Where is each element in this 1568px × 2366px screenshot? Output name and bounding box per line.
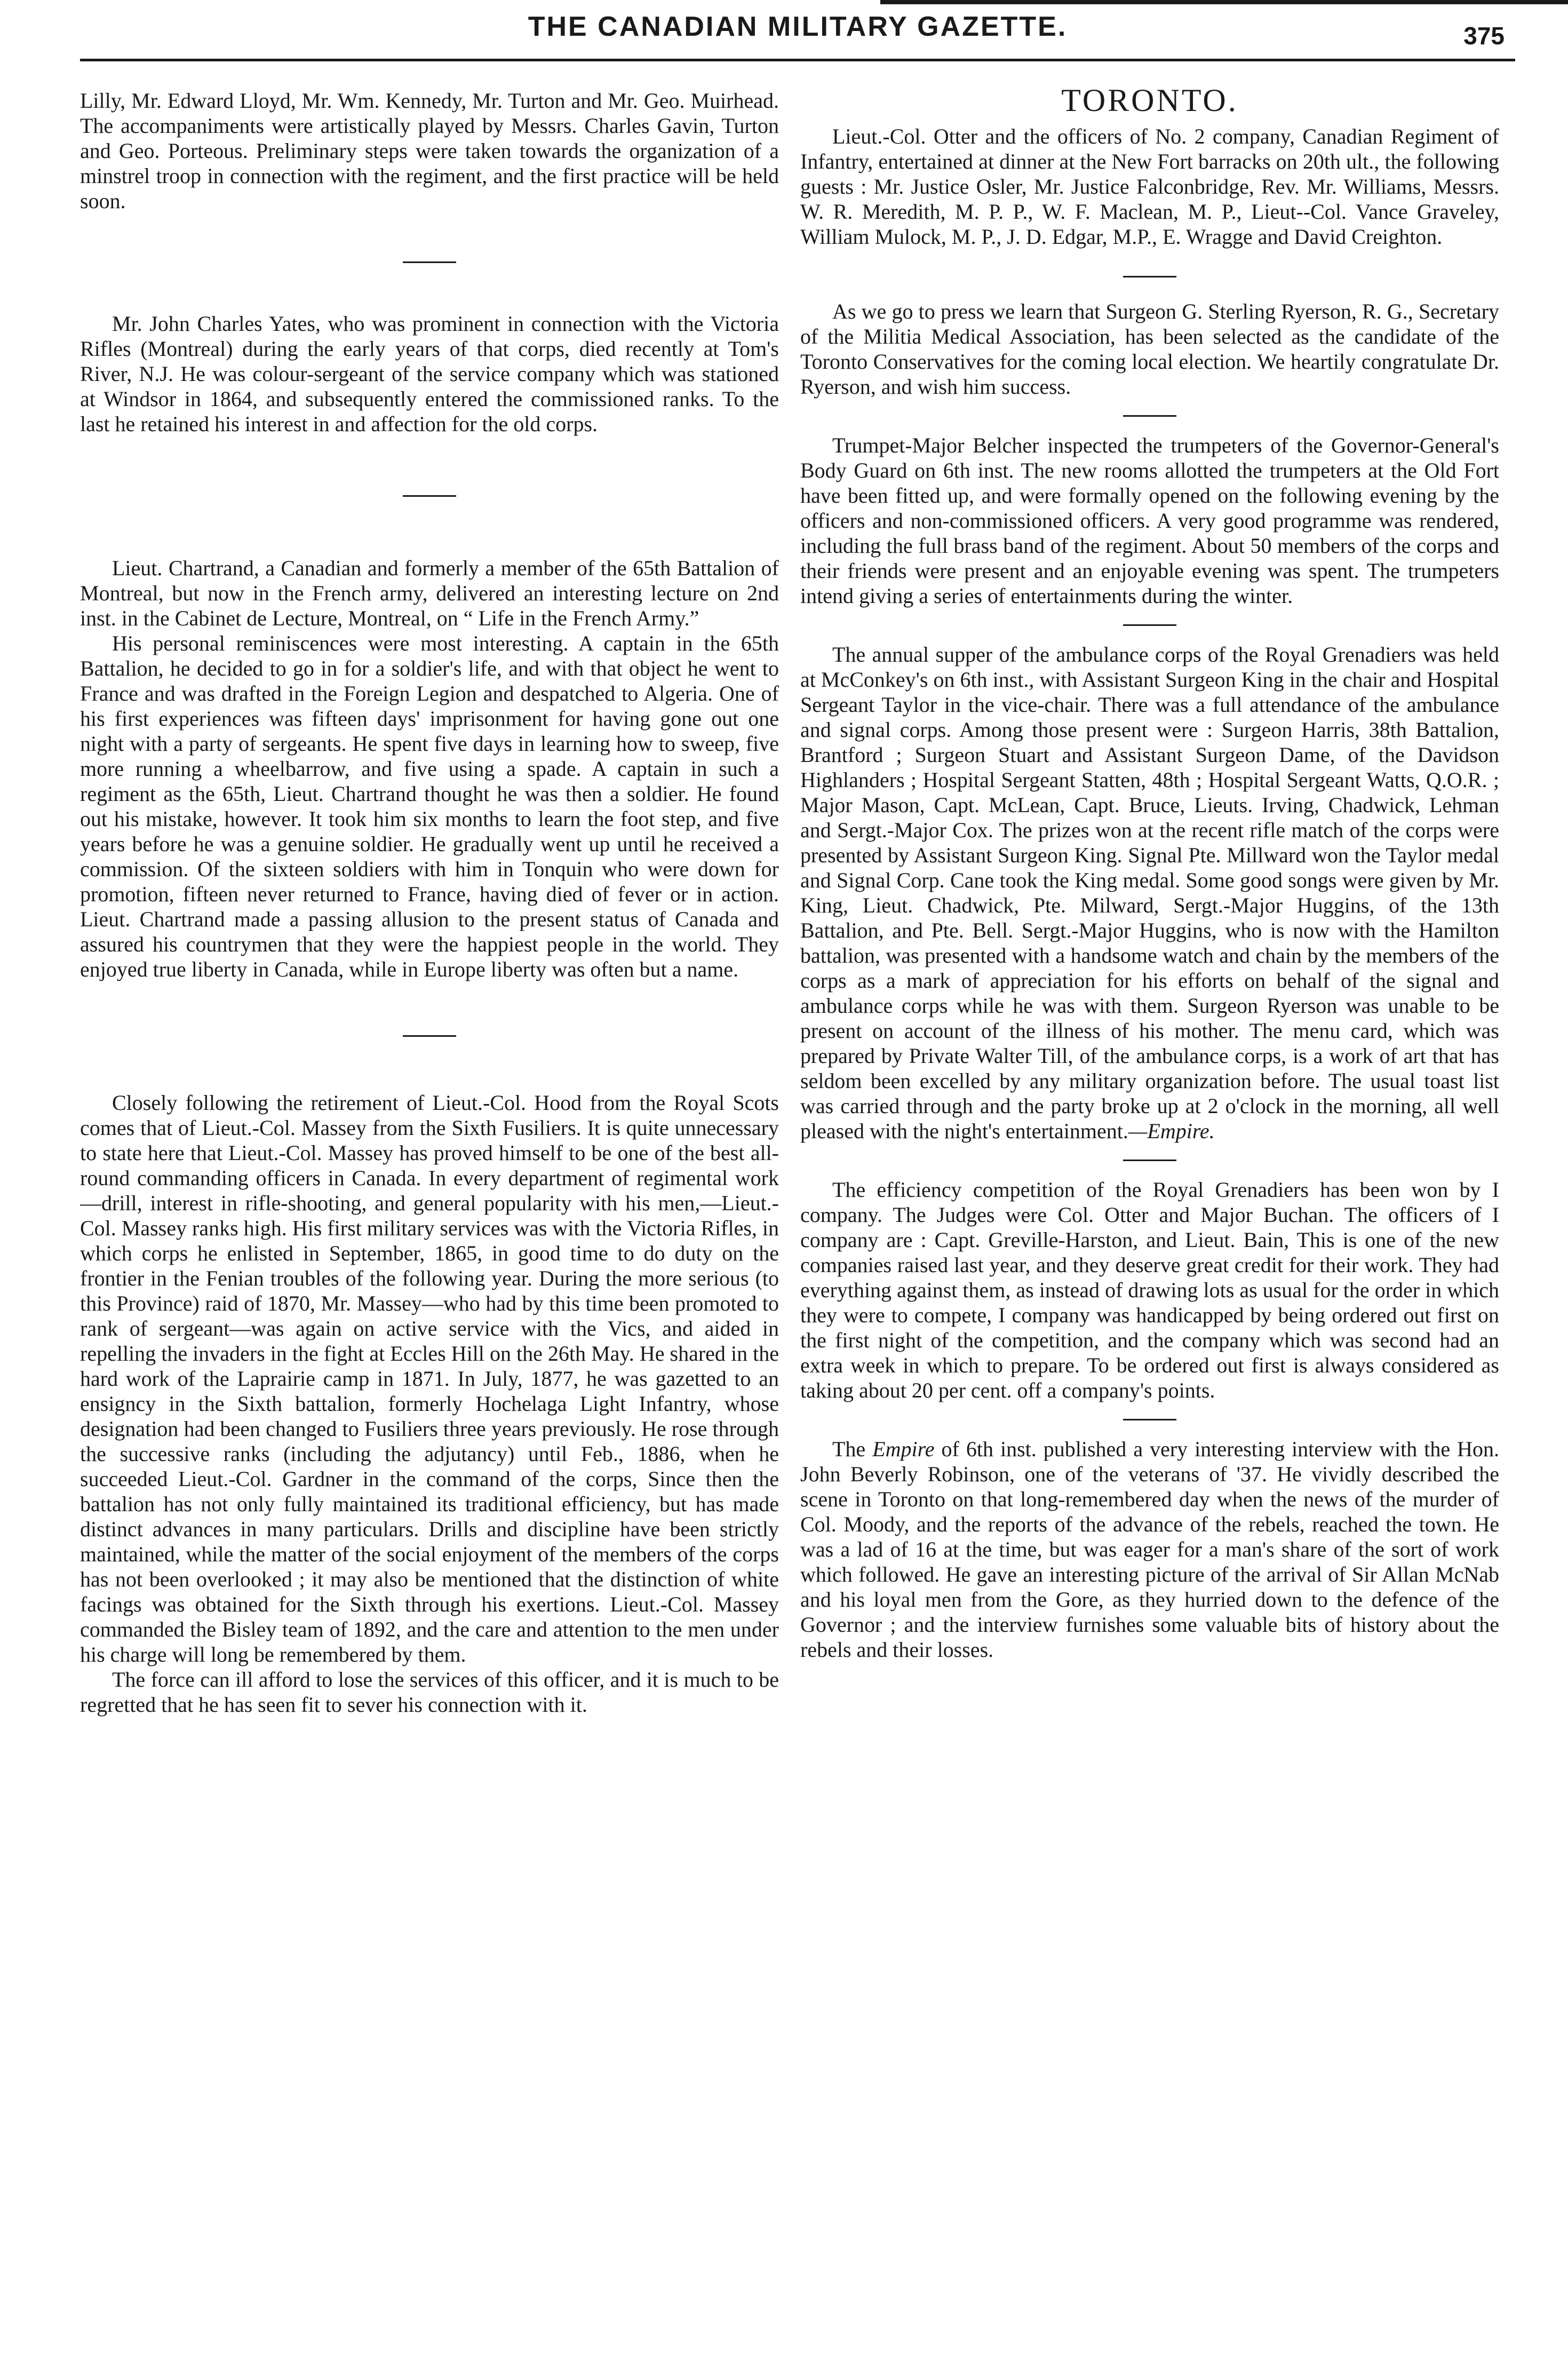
source-credit: —Empire. bbox=[1128, 1119, 1215, 1143]
article-paragraph: The efficiency competition of the Royal Grenadiers has been won by I company. The Judges were Col. Otter and Major Buchan. The officers of I company are : Capt. Greville-Harston, and Lieut. Bain, This is one of the new companies raised last year, and they deserve great credit for their work. They had everything against them, as instead of drawing lots as usual for the order in which they were to compete, I company was handicapped by being ordered out first on the first night of the competition, and the company which was second had an extra week in which to prepare. To be ordered out first is always considered as taking about 20 per cent. off a company's points. bbox=[800, 1178, 1499, 1402]
article-paragraph: His personal reminiscences were most interesting. A captain in the 65th Battalion, he decided to go in for a soldier's life, and with that object he went to France and was drafted in the Foreign Legion and despatched to Algeria. One of his first experiences was fifteen days' imprisonment for having gone out one night with a party of sergeants. He spent five days in learning how to sweep, five more running a wheelbarrow, and five using a spade. A captain in such a regiment as the 65th, Lieut. Chartrand thought he was then a soldier. He found out his mistake, however. It took him six months to learn the foot step, and five years before he was a genuine soldier. He gradually went up until he received a commission. Of the sixteen soldiers with him in Tonquin who were down for promotion, fifteen never returned to France, having died of fever or in action. Lieut. Chartrand made a passing allusion to the present status of Canada and assured his countrymen that they were the happiest people in the world. They enjoyed true liberty in Canada, while in Europe liberty was often but a name. bbox=[80, 631, 779, 981]
article-paragraph: Lilly, Mr. Edward Lloyd, Mr. Wm. Kennedy, Mr. Turton and Mr. Geo. Muirhead. The accompaniments were artistically played by Messrs. Charles Gavin, Turton and Geo. Porteous. Preliminary steps were taken towards the organization of a minstrel troop in connection with the regiment, and the first practice will be held soon. bbox=[80, 89, 779, 213]
article-paragraph bbox=[800, 1436, 1499, 1662]
right-column bbox=[800, 88, 1499, 2345]
publication-title: THE CANADIAN MILITARY GAZETTE. bbox=[528, 11, 1068, 42]
article-text-lead: The bbox=[832, 1437, 873, 1461]
article-paragraph: As we go to press we learn that Surgeon G. Sterling Ryerson, R. G., Secretary of the Militia Medical Association, has been selected as the candidate of the Toronto Conservatives for the coming local election. We heartily congratulate Dr. Ryerson, and wish him success. bbox=[800, 299, 1499, 399]
section-heading: TORONTO. bbox=[1061, 88, 1238, 118]
article-text: of 6th inst. published a very interesting interview with the Hon. John Beverly Robinson, one of the veterans of '37. He vividly described the scene in Toronto on that long-remembered day when the news of the murder of Col. Moody, and the reports of the advance of the rebels, reached the town. He was a lad of 16 at the time, but was eager for a man's share of the sort of work which followed. He gave an interesting picture of the arrival of Sir Allan McNab and his loyal men from the Gore, as they hurried down to the defence of the Governor ; and the interview furnishes some valuable bits of history about the rebels and their losses. bbox=[800, 1437, 1499, 1662]
article-paragraph: Lieut.-Col. Otter and the officers of No. 2 company, Canadian Regiment of Infantry, entertained at dinner at the New Fort barracks on 20th ult., the following guests : Mr. Justice Osler, Mr. Justice Falconbridge, Rev. Mr. Williams, Messrs. W. R. Meredith, M. P. P., W. F. Maclean, M. P., Lieut--Col. Vance Graveley, William Mulock, M. P., J. D. Edgar, M.P., E. Wragge and David Creighton. bbox=[800, 124, 1499, 249]
page-header bbox=[80, 0, 1515, 61]
header-rule bbox=[880, 0, 1568, 4]
article-paragraph: Mr. John Charles Yates, who was prominent in connection with the Victoria Rifles (Montreal) during the early years of that corps, died recently at Tom's River, N.J. He was colour-sergeant of the service company which was stationed at Windsor in 1864, and subsequently entered the commissioned ranks. To the last he retained his interest in and affection for the old corps. bbox=[80, 312, 779, 436]
article-text: The annual supper of the ambulance corps of the Royal Grenadiers was held at McConkey's on 6th inst., with Assistant Surgeon King in the chair and Hospital Sergeant Taylor in the vice-chair. There was a full attendance of the ambulance and signal corps. Among those present were : Surgeon Harris, 38th Battalion, Brantford ; Surgeon Stuart and Assistant Surgeon Dame, of the Davidson Highlanders ; Hospital Sergeant Statten, 48th ; Hospital Sergeant Watts, Q.O.R. ; Major Mason, Capt. McLean, Capt. Bruce, Lieuts. Irving, Chadwick, Lehman and Sergt.-Major Cox. The prizes won at the recent rifle match of the corps were presented by Assistant Surgeon King. Signal Pte. Millward won the Taylor medal and Signal Corp. Cane took the King medal. Some good songs were given by Mr. King, Lieut. Chadwick, Pte. Milward, Sergt.-Major Huggins, of the 13th Battalion, and Pte. Bell. Sergt.-Major Huggins, who is now with the Hamilton battalion, was presented with a handsome watch and chain by the members of the corps as a mark of appreciation for his efforts on behalf of the signal and ambulance corps while he was with them. Surgeon Ryerson was unable to be present on account of the illness of his mother. The menu card, which was prepared by Private Walter Till, of the ambulance corps, is a work of art that has seldom been excelled by any military organization before. The usual toast list was carried through and the party broke up at 2 o'clock in the morning, all well pleased with the night's entertainment. bbox=[800, 642, 1499, 1143]
article-paragraph: Lieut. Chartrand, a Canadian and formerly a member of the 65th Battalion of Montreal, but now in the French army, delivered an interesting lecture on 2nd inst. in the Cabinet de Lecture, Montreal, on “ Life in the French Army.” bbox=[80, 556, 779, 630]
article-paragraph: The force can ill afford to lose the services of this officer, and it is much to be regretted that he has seen fit to sever his connection with it. bbox=[80, 1668, 779, 1717]
left-column bbox=[80, 88, 779, 2345]
article-paragraph bbox=[800, 642, 1499, 1144]
page-number: 375 bbox=[1463, 22, 1505, 50]
article-paragraph: Closely following the retirement of Lieut.-Col. Hood from the Royal Scots comes that of Lieut.-Col. Massey from the Sixth Fusiliers. It is quite unnecessary to state here that Lieut.-Col. Massey has proved himself to be one of the best all-round commanding officers in Canada. In every department of regimental work—drill, interest in rifle-shooting, and general popularity with his men,—Lieut.-Col. Massey ranks high. His first military services was with the Victoria Rifles, in which corps he enlisted in September, 1865, in good time to do duty on the frontier in the Fenian troubles of the following year. During the more serious (to this Province) raid of 1870, Mr. Massey—who had by this time been promoted to rank of sergeant—was again on active service with the Vics, and aided in repelling the invaders in the fight at Eccles Hill on the 26th May. He shared in the hard work of the Laprairie camp in 1871. In July, 1877, he was gazetted to an ensigncy in the Sixth battalion, formerly Hochelaga Light Infantry, whose designation had been changed to Fusiliers three years previously. He rose through the successive ranks (including the adjutancy) until Feb., 1886, when he succeeded Lieut.-Col. Gardner in the command of the corps, Since then the battalion has not only fully maintained its traditional efficiency, but has made distinct advances in many particulars. Drills and discipline have been strictly maintained, while the matter of the social enjoyment of the members of the corps has not been overlooked ; it may also be mentioned that the distinction of white facings was obtained for the Sixth through his exertions. Lieut.-Col. Massey commanded the Bisley team of 1892, and the care and attention to the men under his charge will long be remembered by them. bbox=[80, 1091, 779, 1666]
article-paragraph: Trumpet-Major Belcher inspected the trumpeters of the Governor-General's Body Guard on 6th inst. The new rooms allotted the trumpeters at the Old Fort have been fitted up, and were formally opened on the following evening by the officers and non-commissioned officers. A very good programme was rendered, including the full brass band of the regiment. About 50 members of the corps and their friends were present and an enjoyable evening was spent. The trumpeters intend giving a series of entertainments during the winter. bbox=[800, 433, 1499, 608]
newspaper-name: Empire bbox=[872, 1437, 935, 1461]
